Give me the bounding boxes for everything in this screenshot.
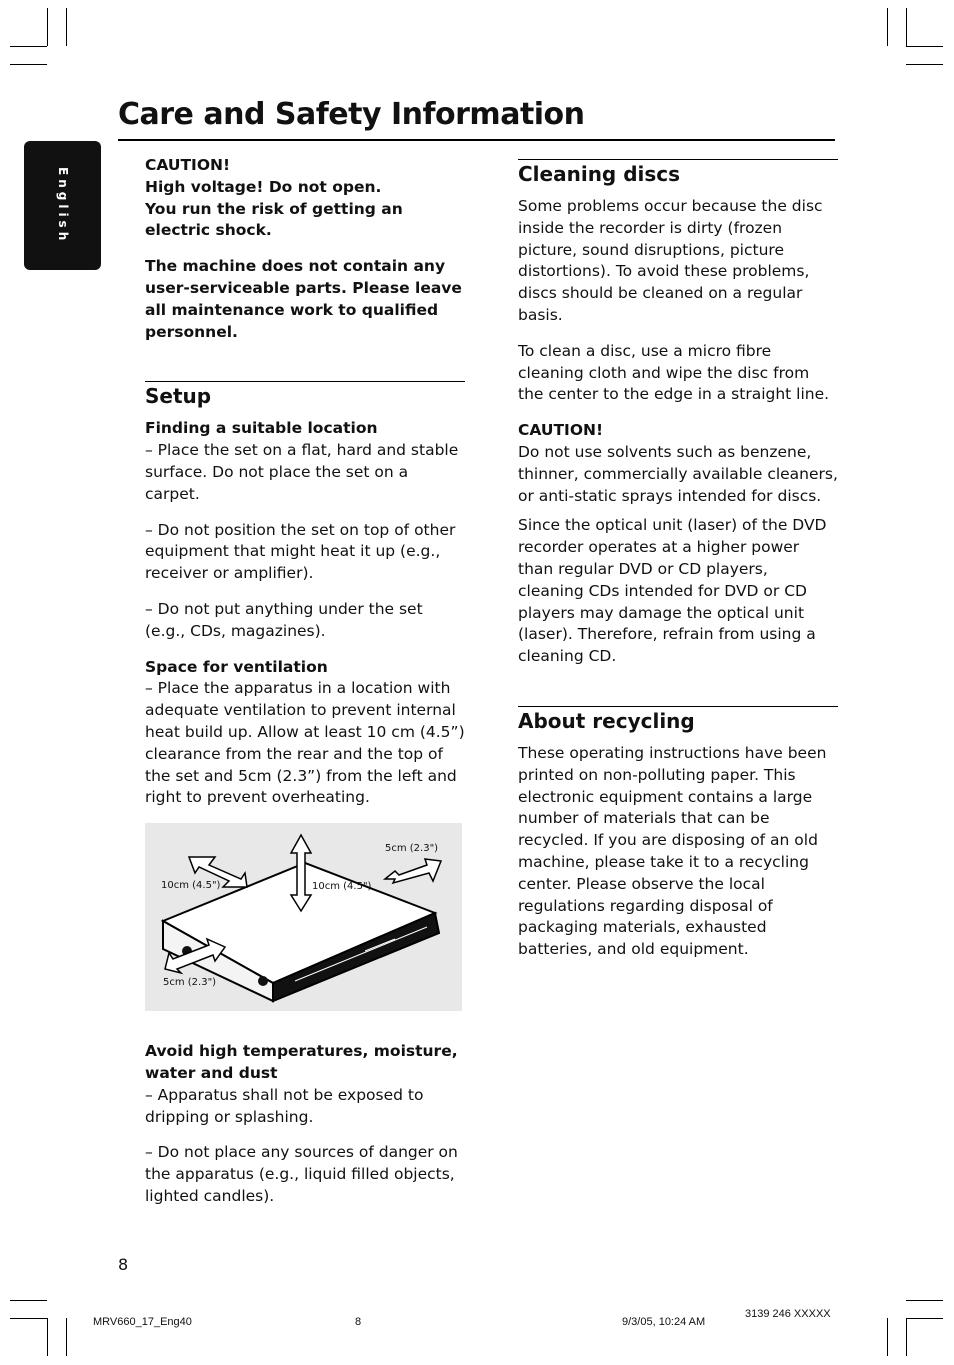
crop-mark <box>66 8 67 46</box>
crop-mark <box>887 8 888 46</box>
recycling-heading: About recycling <box>518 708 695 733</box>
page-title: Care and Safety Information <box>118 97 585 132</box>
figure-label-right: 5cm (2.3") <box>385 843 439 855</box>
location-item: – Do not position the set on top of other equipment that might heat it up (e.g., receiver or amplifier). <box>145 520 456 583</box>
avoid-item: – Apparatus shall not be exposed to dripping or splashing. <box>145 1085 424 1126</box>
cleaning-heading: Cleaning discs <box>518 162 681 186</box>
avoid-list <box>145 1085 465 1208</box>
cleaning-caution-heading: CAUTION! <box>518 421 604 440</box>
setup-rule <box>145 381 465 382</box>
crop-mark <box>906 64 943 65</box>
location-heading: Finding a suitable location <box>145 419 378 438</box>
crop-mark <box>906 1318 907 1356</box>
recycling-text: These operating instructions have been printed on non-polluting paper. This electronic equipment contains a large number of materials that can be recycled. If you are disposing of an old machine, please take it to a recycling center. Please observe the local regulations regarding disposal of packaging materials, exhausted batteries, and old equipment. <box>518 743 827 959</box>
figure-label-center: 10cm (4.5") <box>312 881 372 893</box>
ventilation-figure <box>145 823 462 1011</box>
cleaning-paragraph-2: To clean a disc, use a micro fibre cleaning cloth and wipe the disc from the center to the edge in a straight line. <box>518 341 830 404</box>
avoid-heading: Avoid high temperatures, moisture, water and dust <box>145 1042 458 1082</box>
ventilation-text: – Place the apparatus in a location with adequate ventilation to prevent internal heat build up. Allow at least 10 cm (4.5”) clearance from the rear and the top of the set and 5cm (2.3”) from the left and right to prevent overheating. <box>145 679 465 807</box>
crop-mark <box>906 1300 943 1301</box>
recycling-rule <box>518 706 838 707</box>
optical-unit-text: Since the optical unit (laser) of the DVD recorder operates at a higher power than regular DVD or CD players, cleaning CDs intended for DVD or CD players may damage the optical unit (laser). Therefore, refrain from using a cleaning CD. <box>518 516 827 666</box>
location-item: – Do not put anything under the set (e.g., CDs, magazines). <box>145 599 423 640</box>
location-list <box>145 440 465 642</box>
crop-mark <box>66 1318 67 1356</box>
figure-label-left: 10cm (4.5") <box>161 880 221 892</box>
title-rule <box>118 139 835 141</box>
maintenance-text: The machine does not contain any user-serviceable parts. Please leave all maintenance work to qualified personnel. <box>145 257 462 341</box>
setup-heading: Setup <box>145 384 212 409</box>
figure-label-front: 5cm (2.3") <box>163 977 217 989</box>
cleaning-rule <box>518 159 838 160</box>
footer-code: 3139 246 XXXXX <box>745 1308 831 1320</box>
footer-date: 9/3/05, 10:24 AM <box>622 1316 706 1328</box>
crop-mark <box>10 1300 47 1301</box>
caution-line-1: High voltage! Do not open. <box>145 177 382 196</box>
cleaning-paragraph-1: Some problems occur because the disc inside the recorder is dirty (frozen picture, sound disruptions, picture distortions). To avoid these problems, discs should be cleaned on a regular basis. <box>518 197 823 324</box>
crop-mark <box>10 64 47 65</box>
crop-mark <box>906 8 907 46</box>
crop-mark <box>10 1318 47 1319</box>
crop-mark <box>906 1318 943 1319</box>
crop-mark <box>906 46 943 47</box>
caution-heading: CAUTION! <box>145 156 231 174</box>
crop-mark <box>10 46 47 47</box>
cleaning-caution-text: Do not use solvents such as benzene, thinner, commercially available cleaners, or anti-static sprays intended for discs. <box>518 442 838 505</box>
language-tab-label: English <box>56 166 70 245</box>
crop-mark <box>47 8 48 46</box>
avoid-item: – Do not place any sources of danger on the apparatus (e.g., liquid filled objects, lighted candles). <box>145 1143 458 1205</box>
language-tab <box>24 141 101 270</box>
location-item: – Place the set on a flat, hard and stable surface. Do not place the set on a carpet. <box>145 441 459 503</box>
page-number: 8 <box>118 1255 129 1274</box>
footer-file: MRV660_17_Eng40 <box>93 1316 192 1328</box>
crop-mark <box>47 1318 48 1356</box>
ventilation-heading: Space for ventilation <box>145 657 328 676</box>
right-column <box>518 159 838 975</box>
crop-mark <box>887 1318 888 1356</box>
left-column <box>145 155 465 1222</box>
footer-page: 8 <box>355 1316 362 1328</box>
caution-line-2: You run the risk of getting an electric shock. <box>145 199 403 240</box>
caution-block <box>145 155 465 242</box>
